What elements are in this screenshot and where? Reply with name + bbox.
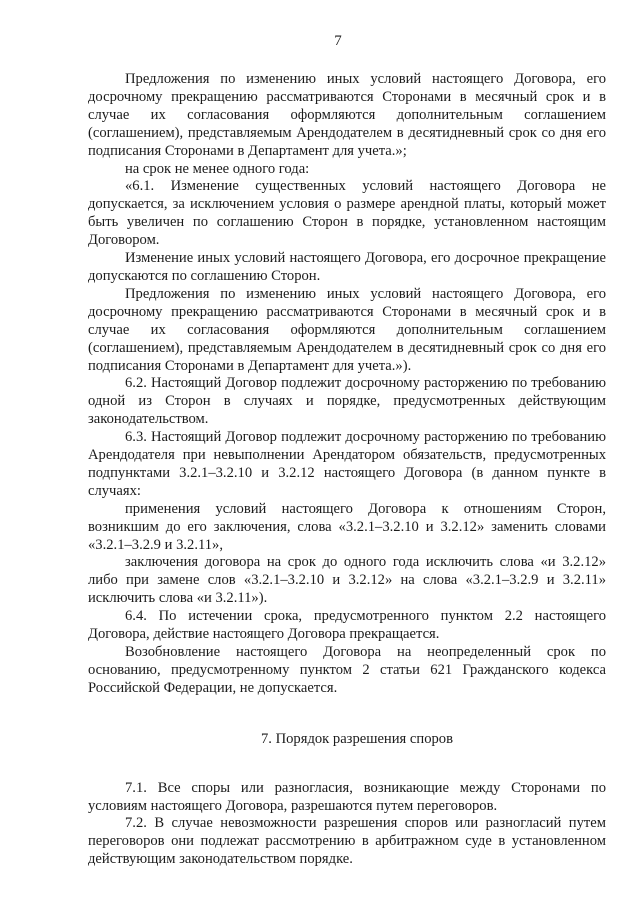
clause-6-3: 6.3. Настоящий Договор подлежит досрочному расторжению по требованию Арендодателя при невыполнении Арендатором обязательств, предусмотренных подпунктами 3.2.1–3.2.10 и 3.2.12 настоящего Договора (в данном пункте в случаях: <box>88 429 606 499</box>
paragraph: заключения договора на срок до одного года исключить слова «и 3.2.12» либо при замене слов «3.2.1–3.2.10 и 3.2.12» на слова «3.2.1–3.2.9 и 3.2.11» исключить слова «и 3.2.11»). <box>88 554 606 607</box>
clause-7-2: 7.2. В случае невозможности разрешения споров или разногласий путем переговоров они подлежат рассмотрению в арбитражном суде в установленном действующим законодательством порядке. <box>88 815 606 868</box>
clause-7-1: 7.1. Все споры или разногласия, возникающие между Сторонами по условиям настоящего Договора, разрешаются путем переговоров. <box>88 779 606 814</box>
section-heading: 7. Порядок разрешения споров <box>261 730 453 747</box>
paragraph: Изменение иных условий настоящего Договора, его досрочное прекращение допускаются по соглашению Сторон. <box>88 250 606 284</box>
paragraph: Возобновление настоящего Договора на неопределенный срок по основанию, предусмотренному пунктом 2 статьи 621 Гражданского кодекса Российской Федерации, не допускается. <box>88 644 606 696</box>
paragraph: на срок не менее одного года: <box>125 160 310 177</box>
document-body <box>88 71 606 869</box>
paragraph: применения условий настоящего Договора к отношениям Сторон, возникшим до его заключения, слова «3.2.1–3.2.10 и 3.2.12» заменить словами «3.2.1–3.2.9 и 3.2.11», <box>88 500 606 553</box>
clause-6-2: 6.2. Настоящий Договор подлежит досрочному расторжению по требованию одной из Сторон в случаях и порядке, предусмотренных действующим законодательством. <box>88 375 606 428</box>
paragraph: Предложения по изменению иных условий настоящего Договора, его досрочному прекращению рассматриваются Сторонами в месячный срок и в случае их согласования оформляются дополнительным соглашением (соглашением), представляемым Арендодателем в десятидневный срок со дня его подписания Сторонами в Департамент для учета.»). <box>88 285 606 374</box>
page-number: 7 <box>334 33 342 49</box>
clause-6-1: «6.1. Изменение существенных условий настоящего Договора не допускается, за исключением условия о размере арендной платы, который может быть увеличен по соглашению Сторон в порядке, установленном настоящим Договором. <box>88 178 606 249</box>
paragraph: Предложения по изменению иных условий настоящего Договора, его досрочному прекращению рассматриваются Сторонами в месячный срок и в случае их согласования оформляются дополнительным соглашением (соглашением), представляемым Арендодателем в десятидневный срок со дня его подписания Сторонами в Департамент для учета.»; <box>88 71 606 159</box>
clause-6-4: 6.4. По истечении срока, предусмотренного пунктом 2.2 настоящего Договора, действие настоящего Договора прекращается. <box>88 608 606 643</box>
